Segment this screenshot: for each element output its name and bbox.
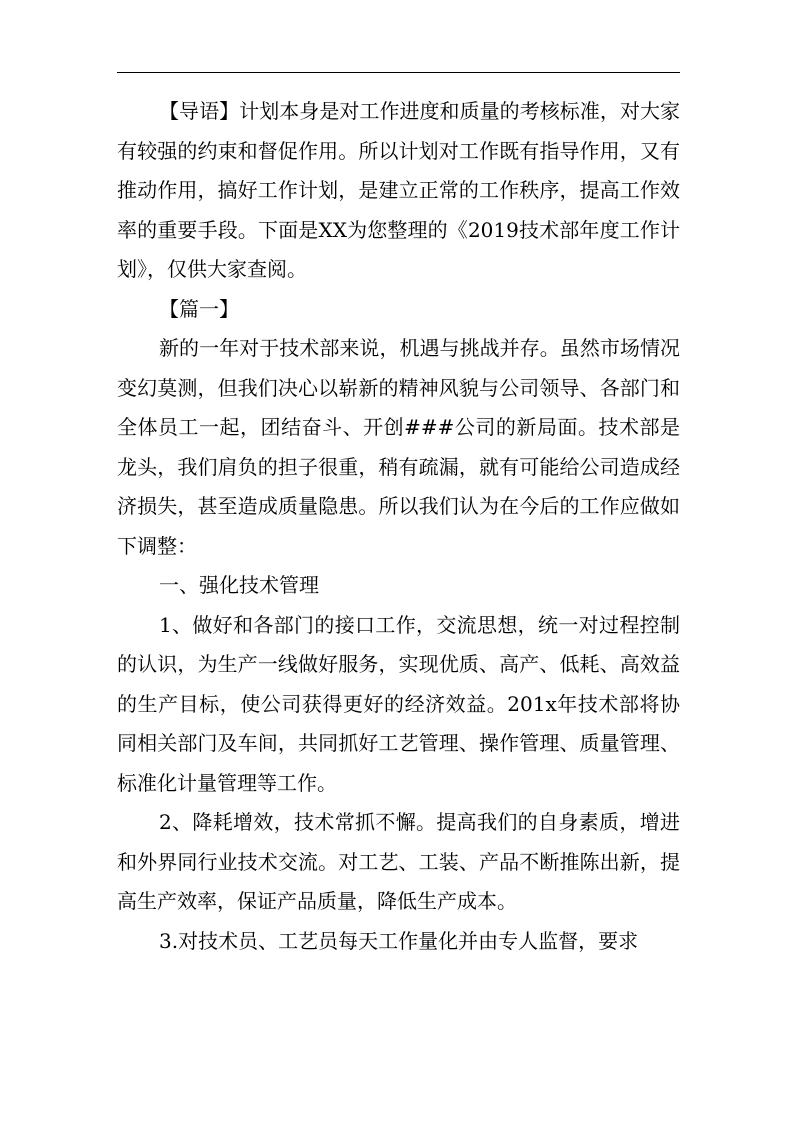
subsection-heading: 一、强化技术管理 (159, 573, 319, 597)
list-item-1: 1、做好和各部门的接口工作，交流思想，统一对过程控制的认识，为生产一线做好服务，实现优质、高产、低耗、高效益的生产目标，使公司获得更好的经济效益。201x年技术部将协同相关部门及车间，共同抓好工艺管理、操作管理、质量管理、标准化计量管理等工作。 (117, 612, 680, 795)
header-rule (117, 72, 680, 73)
list-item-3: 3.对技术员、工艺员每天工作量化并由专人监督，要求 (159, 928, 639, 953)
body-paragraph: 新的一年对于技术部来说，机遇与挑战并存。虽然市场情况变幻莫测，但我们决心以崭新的精神风貌与公司领导、各部门和全体员工一起，团结奋斗、开创###公司的新局面。技术部是龙头，我们肩负的担子很重，稍有疏漏，就有可能给公司造成经济损失，甚至造成质量隐患。所以我们认为在今后的工作应做如下调整： (117, 336, 680, 558)
intro-paragraph: 【导语】计划本身是对工作进度和质量的考核标准，对大家有较强的约束和督促作用。所以计划对工作既有指导作用，又有推动作用，搞好工作计划，是建立正常的工作秩序，提高工作效率的重要手段。下面是XX为您整理的《2019技术部年度工作计划》，仅供大家查阅。 (117, 99, 680, 281)
document-body (117, 92, 680, 961)
section-heading-part-one: 【篇一】 (159, 296, 239, 321)
list-item-2: 2、降耗增效，技术常抓不懈。提高我们的自身素质，增进和外界同行业技术交流。对工艺、工装、产品不断推陈出新，提高生产效率，保证产品质量，降低生产成本。 (117, 810, 680, 913)
